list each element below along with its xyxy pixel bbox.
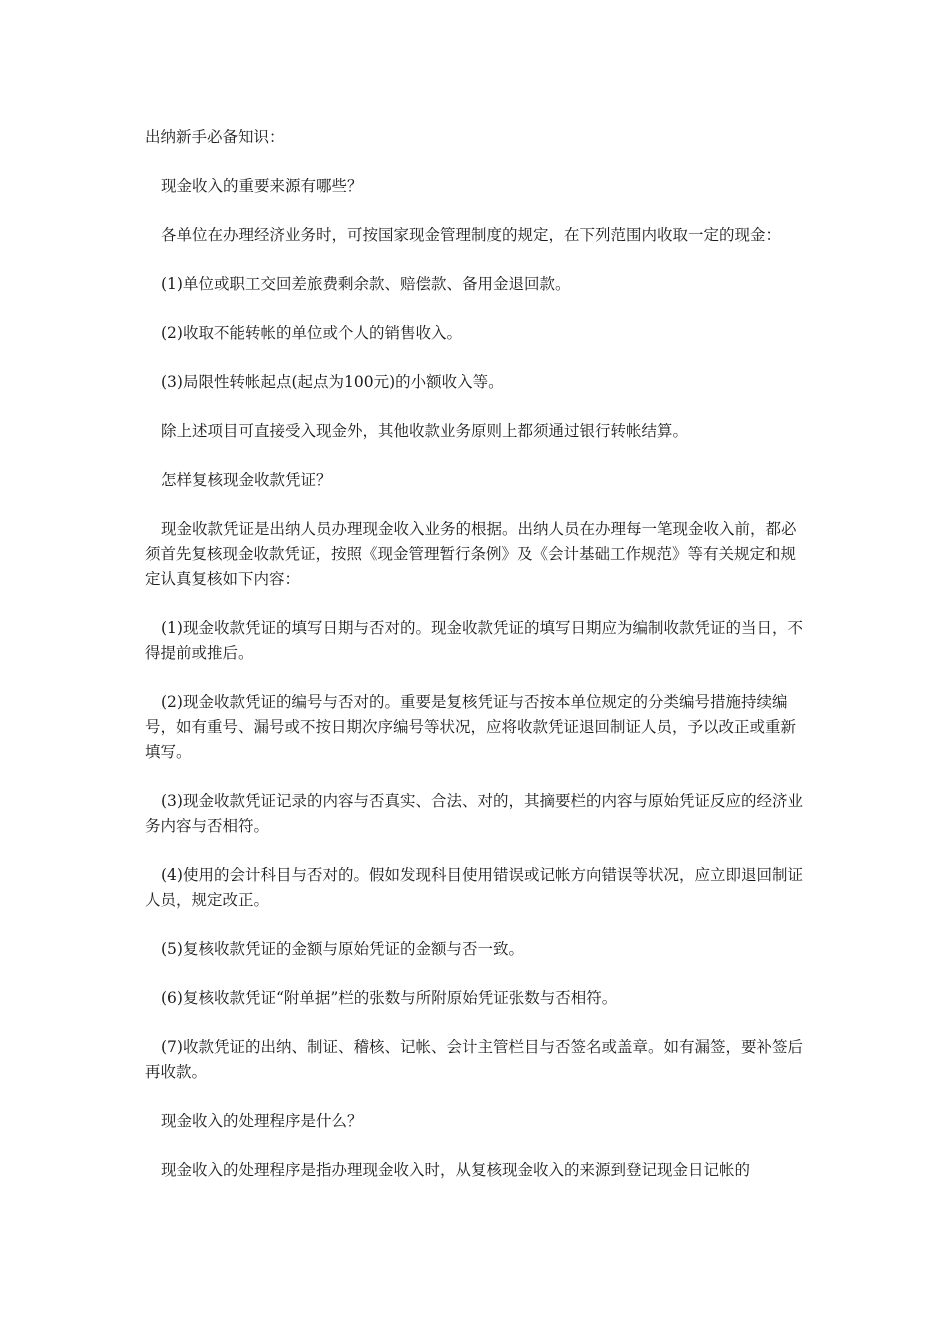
list-item: (7)收款凭证的出纳、制证、稽核、记帐、会计主管栏目与否签名或盖章。如有漏签，要补签后再收款。 [145, 1038, 803, 1081]
list-item: (3)现金收款凭证记录的内容与否真实、合法、对的，其摘要栏的内容与原始凭证反应的经济业务内容与否相符。 [145, 792, 803, 835]
document-body [145, 125, 810, 1207]
list-item: (1)现金收款凭证的填写日期与否对的。现金收款凭证的填写日期应为编制收款凭证的当日，不得提前或推后。 [145, 619, 803, 662]
section-heading: 现金收入的重要来源有哪些？ [161, 177, 363, 195]
paragraph: 现金收款凭证是出纳人员办理现金收入业务的根据。出纳人员在办理每一笔现金收入前，都必须首先复核现金收款凭证，按照《现金管理暂行条例》及《会计基础工作规范》等有关规定和规定认真复核如下内容： [145, 520, 797, 588]
paragraph: 各单位在办理经济业务时，可按国家现金管理制度的规定，在下列范围内收取一定的现金： [161, 226, 782, 244]
document-title: 出纳新手必备知识： [145, 128, 285, 146]
paragraph: 除上述项目可直接受入现金外，其他收款业务原则上都须通过银行转帐结算。 [161, 422, 689, 440]
list-item: (5)复核收款凭证的金额与原始凭证的金额与否一致。 [161, 940, 524, 958]
list-item: (6)复核收款凭证“附单据”栏的张数与所附原始凭证张数与否相符。 [161, 989, 618, 1007]
list-item: (2)现金收款凭证的编号与否对的。重要是复核凭证与否按本单位规定的分类编号措施持续编号，如有重号、漏号或不按日期次序编号等状况，应将收款凭证退回制证人员，予以改正或重新填写。 [145, 693, 797, 761]
section-heading: 现金收入的处理程序是什么？ [161, 1112, 363, 1130]
paragraph: 现金收入的处理程序是指办理现金收入时，从复核现金收入的来源到登记现金日记帐的 [161, 1161, 751, 1179]
section-heading: 怎样复核现金收款凭证？ [161, 471, 332, 489]
list-item: (4)使用的会计科目与否对的。假如发现科目使用错误或记帐方向错误等状况，应立即退回制证人员，规定改正。 [145, 866, 803, 909]
list-item: (1)单位或职工交回差旅费剩余款、赔偿款、备用金退回款。 [161, 275, 571, 293]
list-item: (3)局限性转帐起点(起点为100元)的小额收入等。 [161, 373, 504, 391]
list-item: (2)收取不能转帐的单位或个人的销售收入。 [161, 324, 462, 342]
